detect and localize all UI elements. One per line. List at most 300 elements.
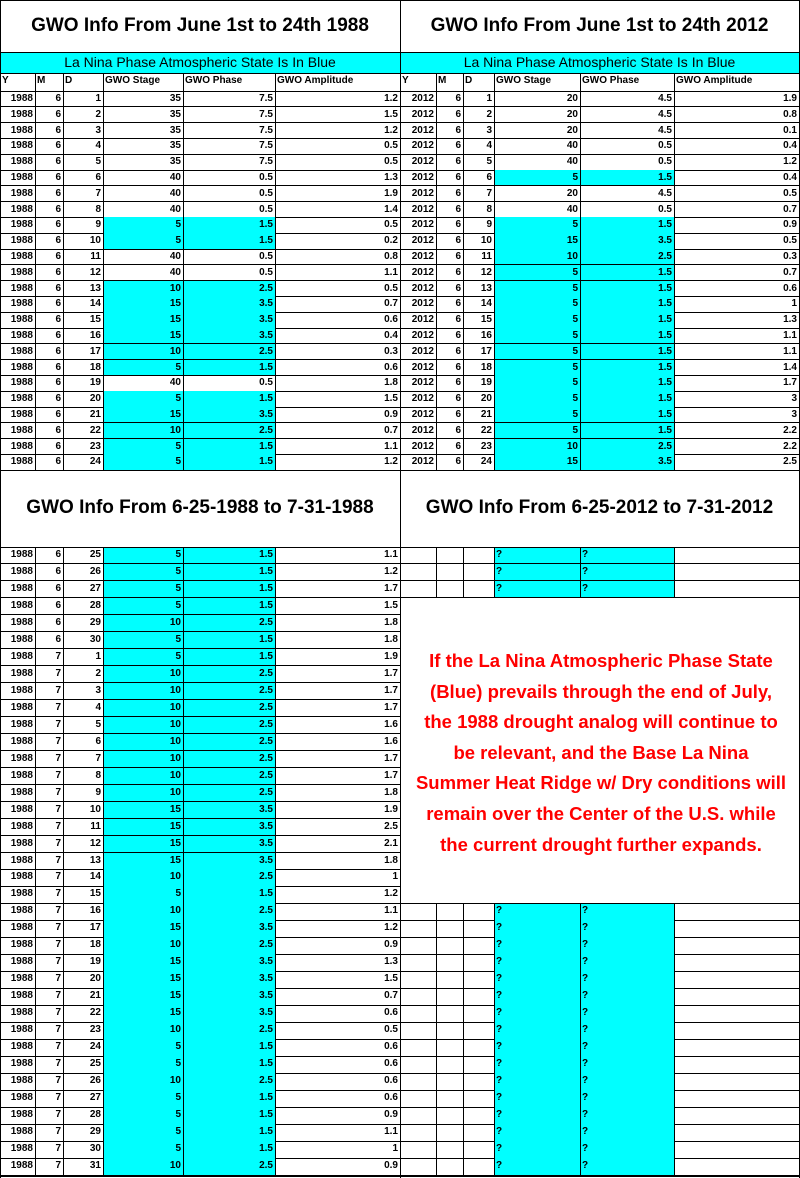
table-cell: 2012: [411, 156, 434, 168]
table-cell: 1988: [10, 871, 33, 883]
table-cell: 7: [55, 1024, 61, 1036]
table-cell: 25: [89, 549, 101, 560]
table-cell: 6: [55, 140, 61, 152]
table-cell: 1.5: [183, 1090, 275, 1107]
table-cell: 6: [55, 282, 61, 294]
table-cell: 40: [566, 156, 578, 168]
table-cell: 6: [455, 140, 461, 152]
table-cell: 0.6: [783, 282, 797, 294]
empty-cell: [400, 937, 436, 954]
table-cell: 2012: [411, 93, 434, 104]
table-cell: 6: [55, 235, 61, 247]
table-cell: 2012: [411, 314, 434, 326]
unknown-value-cell: ?: [494, 937, 580, 954]
table-cell: 6: [55, 345, 61, 357]
grid-line: [580, 564, 581, 581]
grid-line: [674, 564, 675, 581]
unknown-value-cell: ?: [580, 937, 674, 954]
table-cell: 0.4: [783, 140, 797, 152]
table-cell: 8: [486, 203, 492, 215]
table-cell: 6: [55, 633, 61, 645]
grid-line: [436, 1005, 437, 1022]
grid-line: [63, 547, 64, 1175]
table-cell: 5: [103, 886, 183, 903]
table-cell: 1.5: [580, 281, 674, 297]
table-cell: 2.2: [783, 424, 797, 436]
table-cell: 1988: [10, 973, 33, 985]
table-cell: 1.3: [384, 956, 398, 968]
table-cell: 6: [55, 203, 61, 215]
table-cell: 2.5: [183, 423, 275, 439]
empty-cell: [436, 1073, 463, 1090]
table-cell: 1988: [10, 330, 33, 341]
empty-cell: [400, 1107, 436, 1124]
table-cell: 1.5: [580, 265, 674, 281]
table-cell: 6: [55, 266, 61, 278]
table-cell: 0.5: [259, 266, 273, 278]
empty-cell: [436, 1107, 463, 1124]
empty-cell: [463, 954, 494, 971]
grid-line: [436, 564, 437, 581]
grid-line: [494, 954, 495, 971]
grid-line: [463, 581, 464, 598]
table-cell: 3.5: [183, 407, 275, 423]
table-cell: 7: [55, 1058, 61, 1070]
table-cell: 1.9: [384, 187, 398, 199]
table-cell: 1988: [10, 1075, 33, 1087]
table-cell: 6: [55, 298, 61, 310]
table-cell: 2.5: [183, 1158, 275, 1175]
table-cell: 1988: [10, 752, 33, 764]
table-cell: 1.8: [384, 854, 398, 866]
grid-line: [580, 1141, 581, 1158]
table-cell: 10: [89, 235, 101, 247]
table-cell: 0.7: [384, 298, 398, 310]
table-cell: 2.5: [183, 683, 275, 700]
table-cell: 7: [55, 718, 61, 730]
empty-cell: [674, 920, 799, 937]
table-cell: 1.5: [580, 312, 674, 328]
table-cell: 7: [55, 752, 61, 764]
empty-cell: [463, 1141, 494, 1158]
grid-line: [494, 1005, 495, 1022]
table-cell: 0.3: [783, 251, 797, 262]
table-cell: 0.5: [259, 203, 273, 215]
table-cell: 0.5: [259, 172, 273, 183]
unknown-value-cell: ?: [494, 1005, 580, 1022]
grid-line: [674, 1022, 675, 1039]
empty-cell: [436, 937, 463, 954]
table-cell: 1988: [10, 124, 33, 136]
table-cell: 7: [55, 939, 61, 951]
empty-cell: [463, 988, 494, 1005]
table-cell: 1988: [10, 837, 33, 849]
table-cell: 2.5: [183, 785, 275, 802]
table-cell: 1988: [10, 456, 33, 468]
table-cell: 0.7: [384, 990, 398, 1002]
table-cell: 1988: [10, 990, 33, 1002]
grid-line: [580, 903, 581, 920]
grid-line: [494, 937, 495, 954]
grid-line: [436, 1090, 437, 1107]
table-cell: 1.1: [384, 266, 398, 278]
grid-line: [674, 954, 675, 971]
table-cell: 2.5: [183, 281, 275, 297]
table-cell: 11: [90, 251, 101, 262]
table-cell: 18: [89, 361, 101, 373]
grid-line: [674, 581, 675, 598]
table-cell: 1.5: [183, 632, 275, 649]
table-cell: 1.5: [183, 581, 275, 598]
table-cell: 6: [455, 108, 461, 120]
empty-cell: [463, 920, 494, 937]
unknown-value-cell: ?: [494, 1090, 580, 1107]
table-cell: 2.5: [183, 666, 275, 683]
empty-cell: [463, 903, 494, 920]
empty-cell: [436, 1022, 463, 1039]
table-cell: 6: [455, 377, 461, 389]
table-cell: 7: [55, 854, 61, 866]
grid-line: [436, 988, 437, 1005]
table-cell: 1: [486, 93, 492, 104]
table-cell: 1988: [10, 549, 33, 560]
grid-line: [674, 1090, 675, 1107]
table-cell: 7: [55, 803, 61, 815]
table-cell: 2012: [411, 235, 434, 247]
table-cell: 7: [55, 1160, 61, 1172]
unknown-value-cell: ?: [494, 1039, 580, 1056]
grid-line: [436, 73, 437, 470]
table-cell: 6: [455, 440, 461, 452]
table-cell: 0.5: [384, 219, 398, 231]
table-cell: 6: [55, 393, 61, 405]
empty-cell: [463, 547, 494, 564]
table-cell: 0.9: [384, 1109, 398, 1121]
table-cell: 7: [55, 1007, 61, 1019]
table-cell: 1.5: [183, 217, 275, 233]
table-cell: 6: [55, 549, 61, 560]
table-cell: 13: [89, 282, 101, 294]
table-cell: 6: [55, 582, 61, 594]
empty-cell: [674, 1073, 799, 1090]
table-cell: 2012: [411, 266, 434, 278]
table-cell: 1988: [10, 905, 33, 917]
table-cell: 5: [494, 312, 580, 328]
grid-line: [674, 1073, 675, 1090]
grid-line: [674, 73, 675, 470]
grid-line: [674, 1107, 675, 1124]
table-cell: 6: [455, 424, 461, 436]
table-cell: 3.5: [183, 988, 275, 1005]
table-cell: 2.5: [183, 751, 275, 768]
grid-line: [494, 971, 495, 988]
table-cell: 0.9: [384, 1160, 398, 1172]
table-cell: 2.5: [183, 717, 275, 734]
grid-line: [580, 988, 581, 1005]
grid-line: [494, 1090, 495, 1107]
table-cell: 1988: [10, 820, 33, 832]
table-cell: 3.5: [183, 853, 275, 870]
table-cell: 3.5: [183, 296, 275, 312]
empty-cell: [400, 564, 436, 581]
table-cell: 1988: [10, 718, 33, 730]
table-cell: 4: [95, 140, 101, 152]
table-cell: 1988: [10, 409, 33, 420]
table-cell: 6: [455, 361, 461, 373]
table-cell: 1.5: [580, 344, 674, 360]
grid-line: [436, 1141, 437, 1158]
grid-line: [494, 1107, 495, 1124]
grid-line: [463, 1022, 464, 1039]
table-cell: 1.5: [183, 564, 275, 581]
table-cell: 7: [55, 956, 61, 968]
table-cell: 1988: [10, 1109, 33, 1121]
table-cell: 2.5: [183, 734, 275, 751]
empty-cell: [400, 1039, 436, 1056]
grid-line: [494, 581, 495, 598]
table-cell: 20: [89, 973, 101, 985]
table-cell: 10: [103, 666, 183, 683]
table-cell: 1.2: [783, 156, 797, 168]
note-line: Summer Heat Ridge w/ Dry conditions will: [415, 772, 787, 794]
table-cell: 6: [455, 393, 461, 405]
column-header: Y: [402, 75, 409, 86]
unknown-value-cell: ?: [494, 1124, 580, 1141]
table-cell: 15: [89, 888, 101, 900]
table-cell: 1988: [10, 1041, 33, 1053]
table-cell: 6: [95, 172, 101, 183]
table-cell: 1.5: [580, 170, 674, 186]
table-cell: 1.7: [384, 667, 398, 679]
unknown-value-cell: ?: [494, 1141, 580, 1158]
grid-line: [580, 937, 581, 954]
table-cell: 2.5: [580, 249, 674, 265]
table-cell: 29: [89, 616, 101, 628]
table-cell: 2: [95, 108, 101, 120]
table-cell: 5: [494, 391, 580, 407]
table-cell: 29: [89, 1126, 101, 1138]
table-cell: 15: [103, 819, 183, 836]
table-cell: 1988: [10, 956, 33, 968]
unknown-value-cell: ?: [580, 988, 674, 1005]
table-cell: 5: [103, 1090, 183, 1107]
table-cell: 1.9: [783, 93, 797, 104]
table-cell: 1988: [10, 701, 33, 713]
unknown-value-cell: ?: [494, 1056, 580, 1073]
table-cell: 15: [494, 233, 580, 249]
table-cell: 15: [103, 312, 183, 328]
table-cell: 5: [494, 375, 580, 391]
table-cell: 3.5: [183, 1005, 275, 1022]
unknown-value-cell: ?: [580, 1107, 674, 1124]
table-cell: 1988: [10, 1092, 33, 1104]
table-cell: 3.5: [580, 233, 674, 249]
table-cell: 6: [455, 156, 461, 168]
table-cell: 7: [95, 187, 101, 199]
table-cell: 13: [89, 854, 101, 866]
grid-line: [580, 1022, 581, 1039]
grid-line: [674, 1141, 675, 1158]
column-header: GWO Stage: [496, 75, 552, 86]
grid-line: [674, 937, 675, 954]
table-cell: 1.5: [384, 599, 398, 611]
table-cell: 5: [494, 328, 580, 344]
table-cell: 1988: [10, 939, 33, 951]
table-cell: 7: [55, 735, 61, 747]
table-cell: 15: [103, 954, 183, 971]
grid-line: [494, 73, 495, 470]
table-cell: 1.5: [580, 360, 674, 376]
table-cell: 1988: [10, 266, 33, 278]
table-cell: 2.1: [384, 837, 398, 849]
table-cell: 7: [55, 871, 61, 883]
table-cell: 10: [103, 423, 183, 439]
table-cell: 23: [480, 440, 492, 452]
table-cell: 3.5: [183, 328, 275, 344]
grid-line: [494, 1158, 495, 1175]
table-cell: 7: [55, 1075, 61, 1087]
empty-cell: [674, 581, 799, 598]
grid-line: [275, 73, 276, 470]
table-cell: 2012: [411, 345, 434, 357]
table-cell: 0.7: [783, 203, 797, 215]
table-cell: 0.5: [259, 251, 273, 262]
table-cell: 2.5: [384, 820, 398, 832]
table-cell: 40: [169, 251, 181, 262]
grid-line: [494, 1141, 495, 1158]
table-cell: 6: [55, 124, 61, 136]
table-cell: 6: [55, 108, 61, 120]
table-cell: 2012: [411, 298, 434, 310]
table-cell: 14: [480, 298, 492, 310]
table-cell: 7: [55, 888, 61, 900]
table-cell: 27: [89, 1092, 101, 1104]
empty-cell: [463, 971, 494, 988]
grid-line: [494, 1124, 495, 1141]
grid-line: [436, 1073, 437, 1090]
table-cell: 0.6: [384, 1007, 398, 1019]
table-cell: 1.1: [384, 440, 398, 452]
table-cell: 7: [486, 187, 492, 199]
table-cell: 2.5: [183, 869, 275, 886]
empty-cell: [436, 1141, 463, 1158]
table-cell: 1.5: [183, 439, 275, 455]
table-cell: 23: [89, 440, 101, 452]
empty-cell: [436, 954, 463, 971]
grid-line: [463, 1124, 464, 1141]
table-cell: 1988: [10, 854, 33, 866]
table-cell: 3.5: [580, 454, 674, 470]
table-cell: 18: [480, 361, 492, 373]
table-cell: 10: [103, 1073, 183, 1090]
grid-line: [63, 73, 64, 470]
table-cell: 4.5: [658, 124, 672, 136]
table-cell: 2012: [411, 187, 434, 199]
table-cell: 6: [455, 456, 461, 468]
empty-cell: [436, 547, 463, 564]
table-cell: 1.5: [580, 391, 674, 407]
table-cell: 0.4: [384, 330, 398, 341]
table-cell: 6: [55, 440, 61, 452]
empty-cell: [674, 937, 799, 954]
table-cell: 6: [55, 456, 61, 468]
table-cell: 1.4: [783, 361, 797, 373]
column-header: GWO Phase: [185, 75, 243, 86]
table-cell: 1988: [10, 140, 33, 152]
table-cell: 1988: [10, 219, 33, 231]
table-cell: 7: [55, 1109, 61, 1121]
table-cell: 5: [494, 360, 580, 376]
table-cell: 2012: [411, 140, 434, 152]
grid-line: [436, 971, 437, 988]
table-cell: 6: [55, 156, 61, 168]
table-cell: 3: [95, 684, 101, 696]
grid-line: [463, 1073, 464, 1090]
table-cell: 1.7: [384, 769, 398, 781]
table-cell: 5: [494, 217, 580, 233]
empty-cell: [400, 1056, 436, 1073]
empty-cell: [400, 1005, 436, 1022]
table-cell: 40: [169, 203, 181, 215]
table-cell: 6: [55, 424, 61, 436]
table-cell: 7: [55, 684, 61, 696]
grid-line: [494, 1056, 495, 1073]
table-cell: 6: [55, 599, 61, 611]
unknown-value-cell: ?: [494, 920, 580, 937]
grid-line: [463, 937, 464, 954]
table-cell: 3.5: [183, 920, 275, 937]
table-cell: 21: [89, 990, 101, 1002]
empty-cell: [400, 988, 436, 1005]
empty-cell: [463, 1107, 494, 1124]
unknown-value-cell: ?: [580, 1124, 674, 1141]
table-cell: 3.5: [183, 802, 275, 819]
table-cell: 5: [103, 632, 183, 649]
table-cell: 1988: [10, 345, 33, 357]
table-cell: 1.5: [183, 1107, 275, 1124]
table-cell: 10: [103, 734, 183, 751]
table-cell: 12: [89, 266, 101, 278]
table-cell: 5: [103, 547, 183, 564]
empty-cell: [463, 581, 494, 598]
empty-cell: [436, 903, 463, 920]
table-cell: 1988: [10, 922, 33, 934]
grid-line: [275, 547, 276, 1175]
table-cell: 0.7: [783, 266, 797, 278]
table-cell: 6: [455, 282, 461, 294]
table-cell: 0.9: [384, 409, 398, 420]
table-cell: 5: [103, 1107, 183, 1124]
table-cell: 28: [89, 1109, 101, 1121]
table-cell: 15: [103, 1005, 183, 1022]
empty-cell: [400, 971, 436, 988]
table-cell: 5: [103, 564, 183, 581]
table-cell: 6: [55, 361, 61, 373]
table-cell: 5: [494, 170, 580, 186]
table-cell: 7: [55, 820, 61, 832]
column-header: GWO Stage: [105, 75, 161, 86]
table-cell: 12: [480, 266, 492, 278]
grid-line: [400, 0, 401, 1178]
table-cell: 1.4: [384, 203, 398, 215]
table-cell: 3.5: [183, 836, 275, 853]
table-cell: 2.5: [183, 768, 275, 785]
table-cell: 20: [566, 93, 578, 104]
column-header: M: [438, 75, 447, 86]
table-cell: 5: [103, 233, 183, 249]
grid-line: [0, 0, 1, 1178]
table-cell: 5: [494, 407, 580, 423]
